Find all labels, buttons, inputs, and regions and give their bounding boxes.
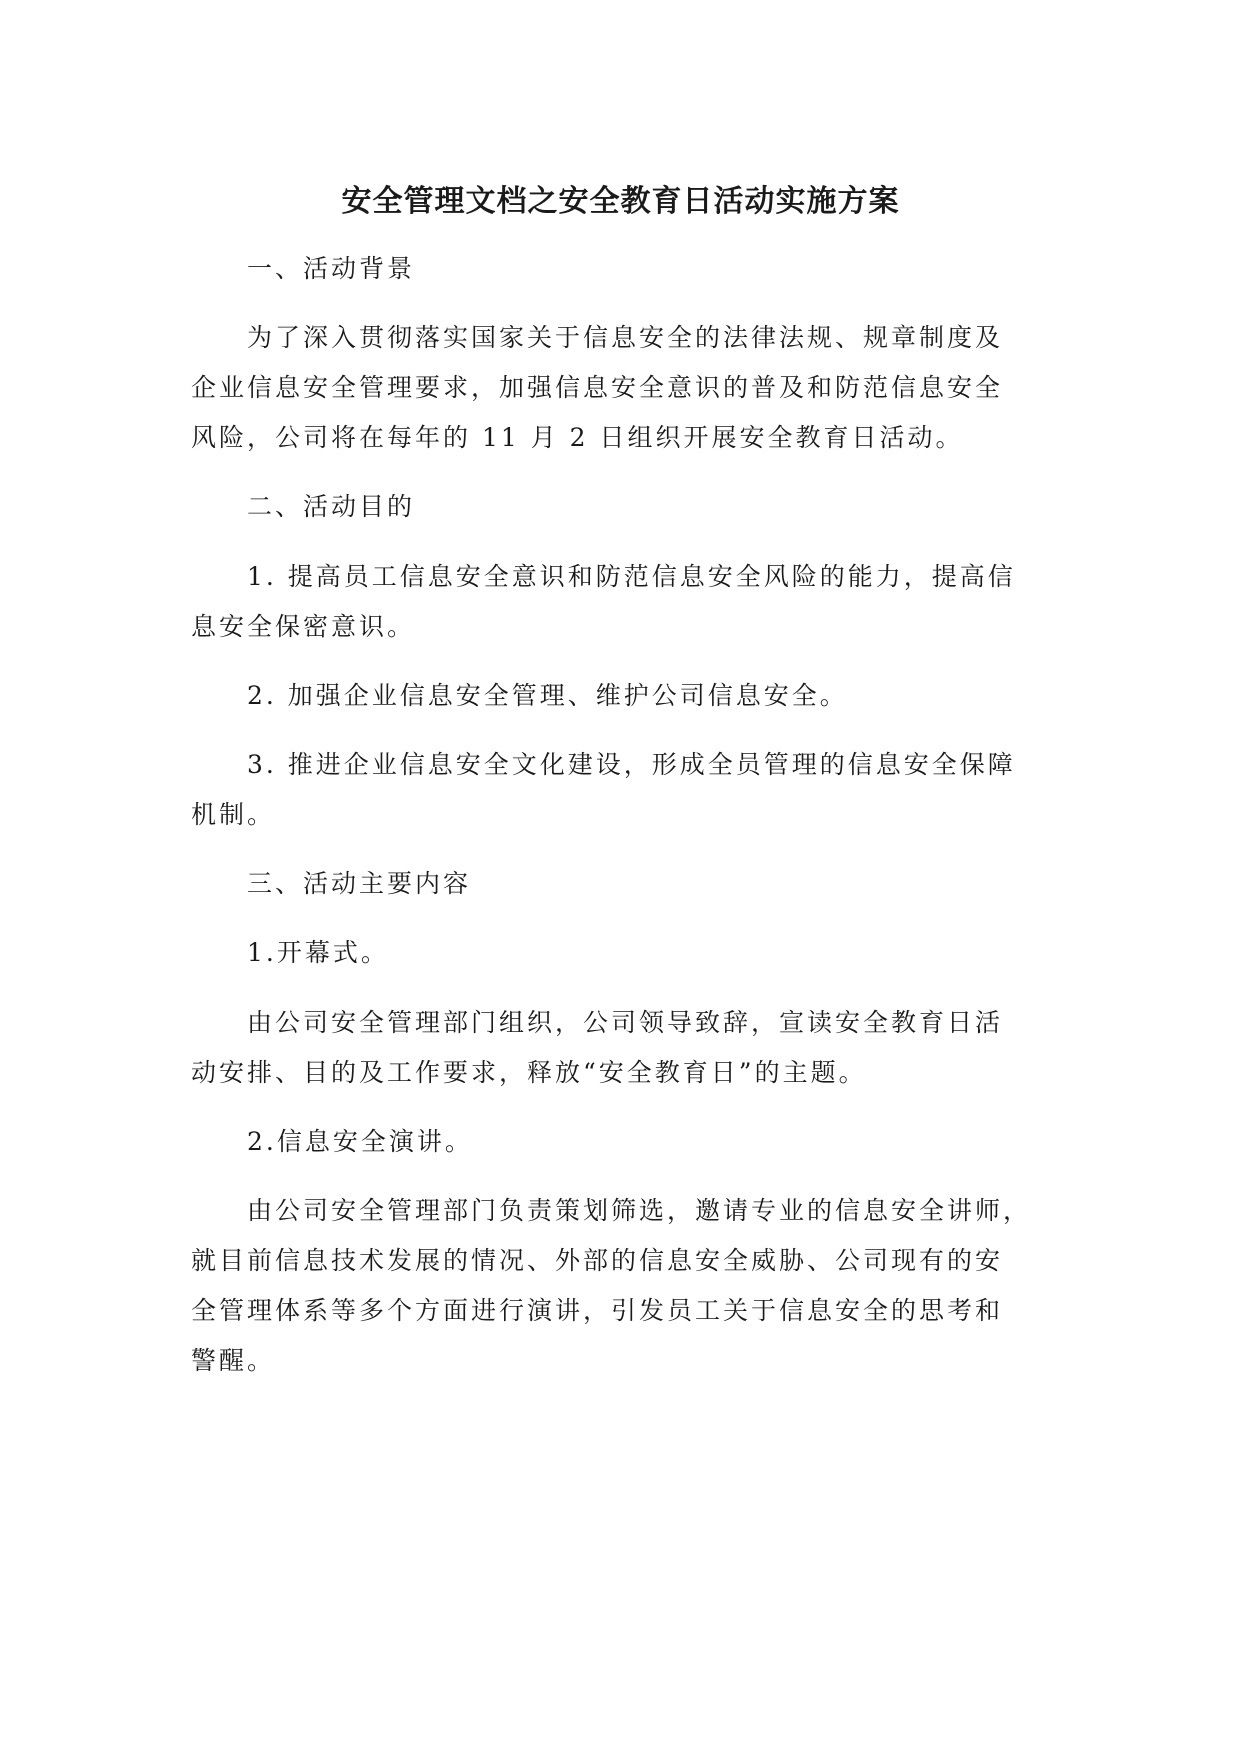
section-heading-purpose: 二、活动目的 [247, 492, 416, 521]
list-item-line: 1. 提高员工信息安全意识和防范信息安全风险的能力，提高信 [247, 562, 1016, 591]
section-heading-background: 一、活动背景 [247, 254, 416, 283]
list-item-line: 2. 加强企业信息安全管理、维护公司信息安全。 [247, 681, 848, 710]
paragraph-line: 由公司安全管理部门负责策划筛选，邀请专业的信息安全讲师， [247, 1196, 1032, 1225]
paragraph-line: 为了深入贯彻落实国家关于信息安全的法律法规、规章制度及 [247, 323, 1004, 352]
subsection-heading: 1.开幕式。 [247, 938, 389, 967]
paragraph-line: 风险，公司将在每年的 11 月 2 日组织开展安全教育日活动。 [191, 423, 964, 452]
paragraph-line: 全管理体系等多个方面进行演讲，引发员工关于信息安全的思考和 [191, 1296, 1004, 1325]
list-item-line: 3. 推进企业信息安全文化建设，形成全员管理的信息安全保障 [247, 750, 1016, 779]
paragraph-line: 警醒。 [191, 1346, 276, 1375]
paragraph-line: 动安排、目的及工作要求，释放“安全教育日”的主题。 [191, 1058, 867, 1087]
list-item-line: 息安全保密意识。 [191, 612, 416, 641]
paragraph-line: 就目前信息技术发展的情况、外部的信息安全威胁、公司现有的安 [191, 1246, 1004, 1275]
section-heading-content: 三、活动主要内容 [247, 869, 472, 898]
subsection-heading: 2.信息安全演讲。 [247, 1127, 473, 1156]
list-item-line: 机制。 [191, 800, 276, 829]
paragraph-line: 由公司安全管理部门组织，公司领导致辞，宣读安全教育日活 [247, 1008, 1004, 1037]
document-title: 安全管理文档之安全教育日活动实施方案 [341, 184, 900, 219]
paragraph-line: 企业信息安全管理要求，加强信息安全意识的普及和防范信息安全 [191, 373, 1004, 402]
